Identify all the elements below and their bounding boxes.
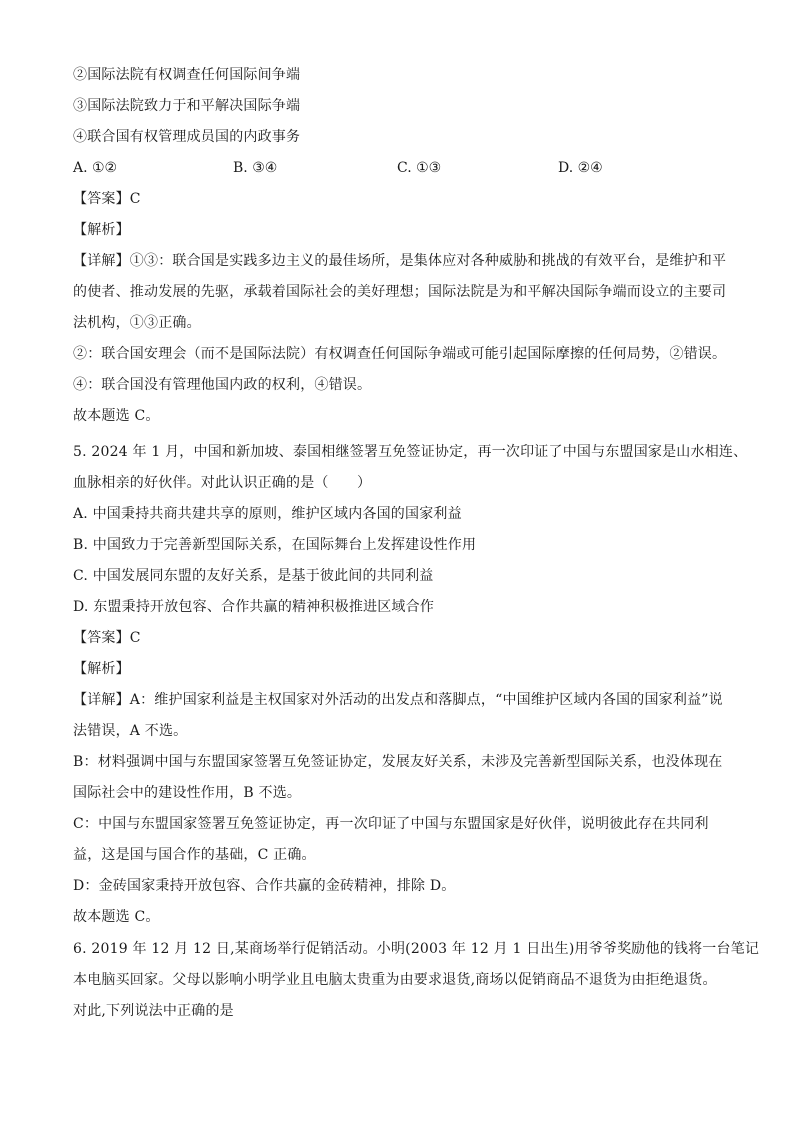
analysis-text: C：中国与东盟国家签署互免签证协定，再一次印证了中国与东盟国家是好伙伴，说明彼此存在共同利 [73,816,709,832]
option-b: B. 中国致力于完善新型国际关系，在国际舞台上发挥建设性作用 [73,537,477,553]
option-a: A. 中国秉持共商共建共享的原则，维护区域内各国的国家利益 [73,506,462,522]
analysis-heading: 【解析】 [73,222,130,238]
question-stem: 血脉相亲的好伙伴。对此认识正确的是（ ） [73,475,372,491]
analysis-text: 【详解】①③：联合国是实践多边主义的最佳场所，是集体应对各种威胁和挑战的有效平台，是维护和平 [73,253,727,269]
question-stem: 本电脑买回家。父母以影响小明学业且电脑太贵重为由要求退货,商场以促销商品不退货为由拒绝退货。 [73,972,717,988]
question-stem: 6. 2019 年 12 月 12 日,某商场举行促销活动。小明(2003 年 12 月 1 日出生)用爷爷奖励他的钱将一台笔记 [73,941,760,957]
statement: ②国际法院有权调查任何国际间争端 [73,67,301,83]
analysis-text: ②：联合国安理会（而不是国际法院）有权调查任何国际争端或可能引起国际摩擦的任何局势，②错误。 [73,346,727,362]
analysis-text: D：金砖国家秉持开放包容、合作共赢的金砖精神，排除 D。 [73,878,456,894]
question-stem: 对此,下列说法中正确的是 [73,1003,234,1019]
question-6 [73,934,760,1027]
analysis-text: 国际社会中的建设性作用，B 不选。 [73,785,302,801]
analysis-text: 法错误，A 不选。 [73,723,188,739]
option-a: A. ①② [73,160,118,176]
analysis-text: ④：联合国没有管理他国内政的权利，④错误。 [73,377,372,393]
question-stem: 5. 2024 年 1 月，中国和新加坡、泰国相继签署互免签证协定，再一次印证了中国与东盟国家是山水相连、 [73,444,748,460]
statement: ④联合国有权管理成员国的内政事务 [73,129,301,145]
analysis-text: 益，这是国与国合作的基础，C 正确。 [73,847,316,863]
analysis-text: 法机构，①③正确。 [73,315,201,331]
option-d: D. 东盟秉持开放包容、合作共赢的精神积极推进区域合作 [73,599,435,615]
conclusion: 故本题选 C。 [73,909,160,925]
analysis-text: 【详解】A：维护国家利益是主权国家对外活动的出发点和落脚点，“中国维护区域内各国的国家利益”说 [73,692,723,708]
option-c: C. 中国发展同东盟的友好关系，是基于彼此间的共同利益 [73,568,434,584]
question-5 [73,437,748,933]
analysis-text: B：材料强调中国与东盟国家签署互免签证协定，发展友好关系，未涉及完善新型国际关系，也没体现在 [73,754,723,770]
analysis-text: 的使者、推动发展的先驱，承载着国际社会的美好理想；国际法院是为和平解决国际争端而设立的主要司 [73,284,727,300]
option-b: B. ③④ [233,160,278,176]
analysis-heading: 【解析】 [73,661,130,677]
conclusion: 故本题选 C。 [73,408,160,424]
answer-line: 【答案】C [73,630,141,646]
statement: ③国际法院致力于和平解决国际争端 [73,98,301,114]
option-c: C. ①③ [397,160,442,176]
option-d: D. ②④ [558,160,603,176]
options-row [73,153,723,184]
answer-line: 【答案】C [73,191,141,207]
question-4-tail [73,60,727,432]
